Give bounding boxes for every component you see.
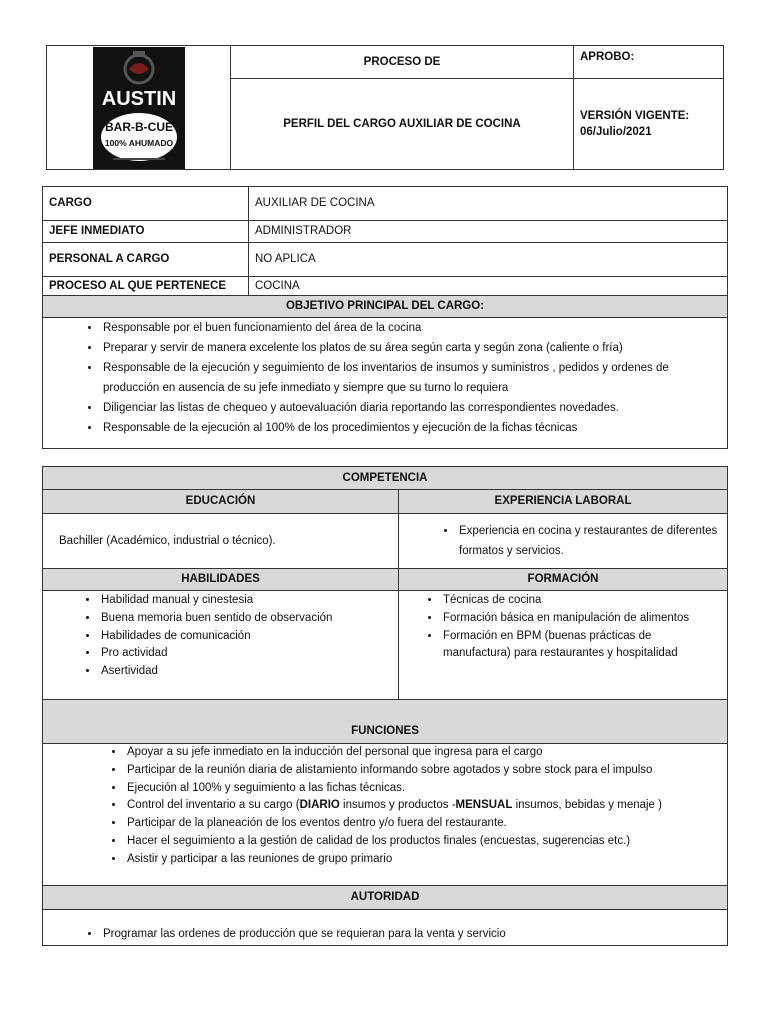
list-item: • Experiencia en cocina y restaurantes de diferentes formatos y servicios. [457, 521, 721, 561]
control-post: insumos, bebidas y menaje ) [512, 799, 662, 812]
list-item: • Pro actividad [99, 645, 392, 663]
funciones-title: FUNCIONES [43, 700, 728, 744]
autoridad-body [43, 910, 728, 946]
version-date: 06/Julio/2021 [580, 126, 652, 138]
list-item [125, 797, 721, 815]
info-table [42, 186, 728, 449]
experiencia-title: EXPERIENCIA LABORAL [399, 490, 728, 514]
objetivo-body [43, 318, 728, 449]
list-item: • Asertividad [99, 663, 392, 681]
list-item: • Preparar y servir de manera excelente los platos de su área según carta y según zona (caliente o fría) [101, 338, 719, 358]
autoridad-title: AUTORIDAD [43, 886, 728, 910]
list-item: • Asistir y participar a las reuniones de grupo primario [125, 851, 721, 869]
educacion-title: EDUCACIÓN [43, 490, 399, 514]
list-item: • Responsable por el buen funcionamiento del área de la cocina [101, 319, 719, 338]
list-item: • Participar de la reunión diaria de alistamiento informando sobre agotados y sobre stock para el impulso [125, 762, 721, 780]
svg-text:AUSTIN: AUSTIN [101, 87, 176, 110]
formacion-list [405, 592, 721, 663]
list-item: • Responsable de la ejecución y seguimiento de los inventarios de insumos y suministros , pedidos y ordenes de producción en ausencia de su jefe inmediato y siempre que su turno lo requiera [101, 358, 719, 398]
control-pre: Control del inventario a su cargo ( [127, 799, 300, 812]
formacion-title: FORMACIÓN [399, 569, 728, 591]
formacion-cell [399, 591, 728, 700]
svg-text:BAR-B-CUE: BAR-B-CUE [104, 119, 173, 134]
cargo-label: CARGO [43, 187, 249, 221]
aprobo-label: APROBO: [574, 46, 724, 79]
experiencia-cell [399, 514, 728, 569]
control-diario: DIARIO [299, 799, 340, 812]
personal-value: NO APLICA [249, 243, 728, 277]
version-label: VERSIÓN VIGENTE: [580, 109, 690, 122]
logo-cell [47, 46, 231, 170]
list-item: • Responsable de la ejecución al 100% de los procedimientos y ejecución de la fichas técnicas [101, 418, 719, 438]
svg-text:100% AHUMADO: 100% AHUMADO [104, 137, 173, 148]
list-item: • Hacer el seguimiento a la gestión de calidad de los productos finales (encuestas, sugerencias etc.) [125, 833, 721, 851]
list-item: • Participar de la planeación de los eventos dentro y/o fuera del restaurante. [125, 815, 721, 833]
list-item: • Habilidad manual y cinestesia [99, 592, 392, 610]
perfil-title: PERFIL DEL CARGO AUXILIAR DE COCINA [231, 79, 574, 170]
jefe-value: ADMINISTRADOR [249, 221, 728, 243]
list-item: • Habilidades de comunicación [99, 628, 392, 646]
proceso-value: COCINA [249, 277, 728, 296]
austin-logo [47, 47, 230, 169]
autoridad-list [49, 925, 721, 944]
proceso-label: PROCESO DE [231, 46, 574, 79]
version-cell [574, 79, 724, 170]
list-item: • Programar las ordenes de producción que se requieran para la venta y servicio [101, 925, 721, 944]
list-item: • Formación básica en manipulación de alimentos [441, 610, 721, 628]
habilidades-cell [43, 591, 399, 700]
control-mensual: MENSUAL [455, 799, 513, 812]
objetivo-title: OBJETIVO PRINCIPAL DEL CARGO: [43, 296, 728, 318]
educacion-text: Bachiller (Académico, industrial o técnico). [43, 514, 399, 569]
habilidades-title: HABILIDADES [43, 569, 399, 591]
funciones-list [49, 744, 721, 869]
list-item: • Apoyar a su jefe inmediato en la inducción del personal que ingresa para el cargo [125, 744, 721, 762]
list-item: • Técnicas de cocina [441, 592, 721, 610]
habilidades-list [49, 592, 392, 681]
personal-label: PERSONAL A CARGO [43, 243, 249, 277]
experiencia-list [405, 521, 721, 561]
list-item: • Formación en BPM (buenas prácticas de manufactura) para restaurantes y hospitalidad [441, 628, 721, 664]
competencia-title: COMPETENCIA [43, 467, 728, 490]
list-item: • Diligenciar las listas de chequeo y autoevaluación diaria reportando las correspondientes novedades. [101, 398, 719, 418]
list-item: • Buena memoria buen sentido de observación [99, 610, 392, 628]
jefe-label: JEFE INMEDIATO [43, 221, 249, 243]
austin-bbq-logo-icon [93, 47, 185, 169]
competencia-table [42, 466, 728, 946]
list-item: • Ejecución al 100% y seguimiento a las fichas técnicas. [125, 780, 721, 798]
proceso-label-row: PROCESO AL QUE PERTENECE [43, 277, 249, 296]
cargo-value: AUXILIAR DE COCINA [249, 187, 728, 221]
control-mid: insumos y productos - [339, 799, 456, 812]
funciones-body [43, 744, 728, 886]
header-table [46, 45, 724, 170]
objetivo-list [49, 319, 719, 438]
